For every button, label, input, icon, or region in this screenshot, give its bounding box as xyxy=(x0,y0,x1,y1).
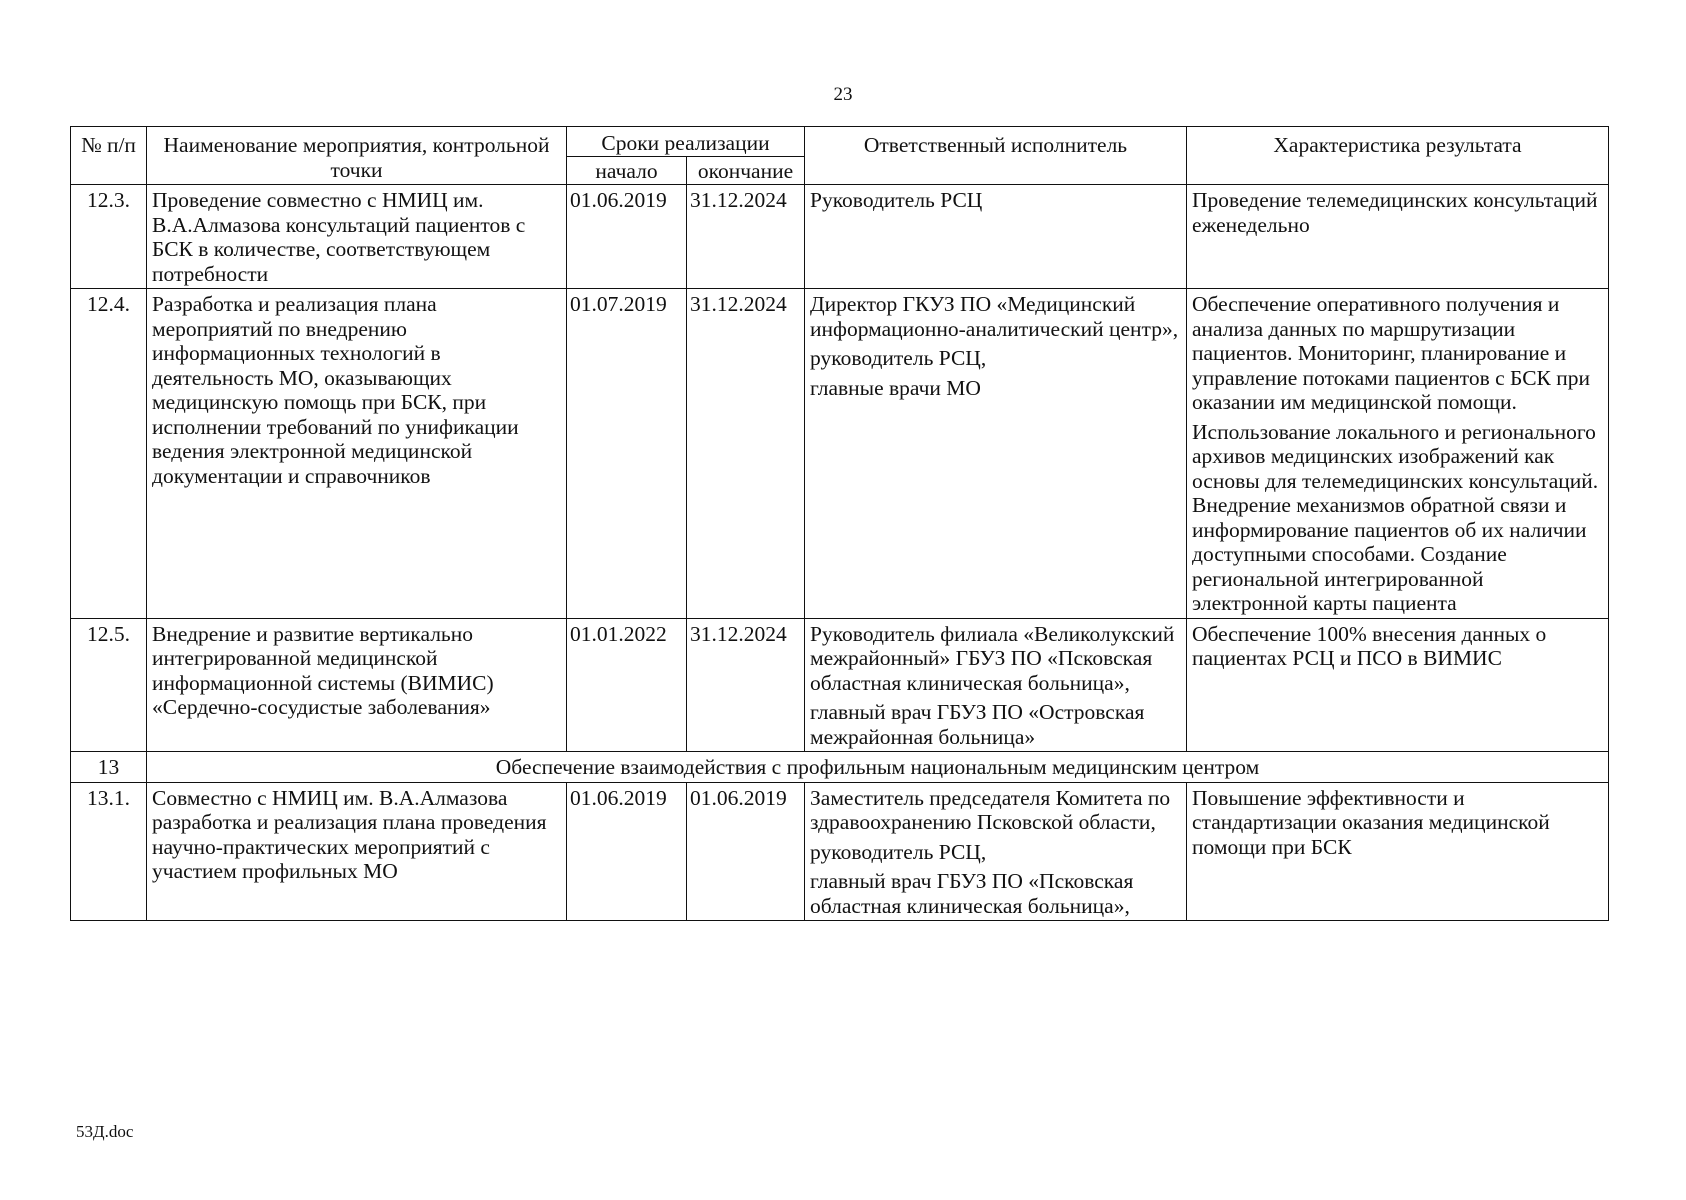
row-end: 31.12.2024 xyxy=(687,289,805,619)
header-result: Характеристика результата xyxy=(1187,127,1609,185)
responsible-line: руководитель РСЦ, xyxy=(810,346,987,370)
result-paragraph: Повышение эффективности и стандартизации оказания медицинской помощи при БСК xyxy=(1192,785,1550,859)
row-responsible xyxy=(805,289,1187,619)
section-row xyxy=(71,752,1609,783)
row-name: Внедрение и развитие вертикально интегрированной медицинской информационной системы (ВИМИС) «Сердечно-сосудистые заболевания» xyxy=(147,618,567,752)
header-start: начало xyxy=(567,157,687,185)
row-start: 01.06.2019 xyxy=(567,782,687,921)
responsible-line: Заместитель председателя Комитета по здравоохранению Псковской области, xyxy=(810,785,1171,834)
header-name: Наименование мероприятия, контрольной точки xyxy=(147,127,567,185)
row-end: 31.12.2024 xyxy=(687,618,805,752)
row-start: 01.07.2019 xyxy=(567,289,687,619)
row-name: Проведение совместно с НМИЦ им. В.А.Алмазова консультаций пациентов с БСК в количестве, соответствующем потребности xyxy=(147,185,567,289)
row-end: 01.06.2019 xyxy=(687,782,805,921)
row-result xyxy=(1187,289,1609,619)
row-result xyxy=(1187,782,1609,921)
row-start: 01.06.2019 xyxy=(567,185,687,289)
row-num: 12.4. xyxy=(71,289,147,619)
header-end: окончание xyxy=(687,157,805,185)
measures-table xyxy=(70,126,1609,921)
responsible-line: руководитель РСЦ, xyxy=(810,839,987,864)
result-paragraph: Проведение телемедицинских консультаций еженедельно xyxy=(1192,188,1598,237)
responsible-line: главные врачи МО xyxy=(810,375,981,400)
result-paragraph: Использование локального и регионального архивов медицинских изображений как основы для телемедицинских консультаций. Внедрение механизмов обратной связи и информирование пациентов об их наличии доступными способами. Создание региональной интегрированной электронной карты пациента xyxy=(1192,419,1599,615)
table-row xyxy=(71,782,1609,921)
row-responsible xyxy=(805,782,1187,921)
row-result xyxy=(1187,618,1609,752)
section-num: 13 xyxy=(71,752,147,783)
table-row xyxy=(71,618,1609,752)
responsible-line: главный врач ГБУЗ ПО «Островская межрайонная больница» xyxy=(810,700,1145,749)
row-end: 31.12.2024 xyxy=(687,185,805,289)
responsible-line: Руководитель филиала «Великолукский межрайонный» ГБУЗ ПО «Псковская областная клиническая больница», xyxy=(810,621,1175,695)
row-responsible xyxy=(805,185,1187,289)
row-num: 12.3. xyxy=(71,185,147,289)
document-filename: 53Д.doc xyxy=(76,1122,134,1141)
row-num: 13.1. xyxy=(71,782,147,921)
header-terms: Сроки реализации xyxy=(567,127,805,157)
section-title: Обеспечение взаимодействия с профильным национальным медицинским центром xyxy=(147,752,1609,783)
table-row xyxy=(71,185,1609,289)
page-number: 23 xyxy=(833,84,853,105)
result-paragraph: Обеспечение оперативного получения и анализа данных по маршрутизации пациентов. Мониторинг, планирование и управление потоками пациентов с БСК при оказании им медицинской помощи. xyxy=(1192,292,1591,414)
header-responsible: Ответственный исполнитель xyxy=(805,127,1187,185)
header-row xyxy=(71,127,1609,157)
header-num: № п/п xyxy=(71,127,147,185)
row-num: 12.5. xyxy=(71,618,147,752)
row-name: Совместно с НМИЦ им. В.А.Алмазова разработка и реализация плана проведения научно-практических мероприятий с участием профильных МО xyxy=(147,782,567,921)
responsible-line: главный врач ГБУЗ ПО «Псковская областная клиническая больница», xyxy=(810,869,1134,918)
row-start: 01.01.2022 xyxy=(567,618,687,752)
responsible-line: Директор ГКУЗ ПО «Медицинский информационно-аналитический центр», xyxy=(810,292,1179,341)
result-paragraph: Обеспечение 100% внесения данных о пациентах РСЦ и ПСО в ВИМИС xyxy=(1192,621,1547,670)
table-row xyxy=(71,289,1609,619)
row-result xyxy=(1187,185,1609,289)
row-responsible xyxy=(805,618,1187,752)
row-name: Разработка и реализация плана мероприятий по внедрению информационных технологий в деятельность МО, оказывающих медицинскую помощь при БСК, при исполнении требований по унификации ведения электронной медицинской документации и справочников xyxy=(147,289,567,619)
responsible-line: Руководитель РСЦ xyxy=(810,188,983,212)
